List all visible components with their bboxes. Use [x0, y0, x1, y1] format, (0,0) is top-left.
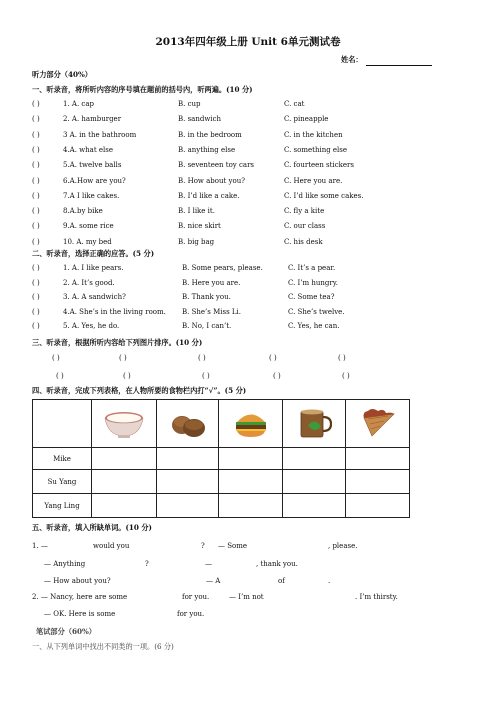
sec2-question-option-c: C. She’s twelve. [288, 307, 345, 316]
sec2-question-option-b: B. Some pears, please. [182, 264, 263, 272]
fill-line-4b: for you. [182, 593, 210, 601]
sec1-question-option-c: C. our class [284, 222, 326, 231]
sec1-question-option-b: B. big bag [178, 237, 215, 246]
answer-cell[interactable] [157, 494, 219, 518]
sec1-question-option-c: C. Here you are. [284, 176, 343, 185]
sec1-question-answer-bracket[interactable]: ( ) [32, 237, 40, 246]
rice-bowl-icon [102, 409, 146, 439]
sec1-question-option-b: B. in the bedroom [178, 130, 242, 139]
fill-line-1e: , please. [328, 542, 358, 550]
picture-order-bracket[interactable]: ( ) [202, 372, 210, 380]
answer-cell[interactable] [92, 448, 157, 470]
answer-cell[interactable] [92, 470, 157, 494]
picture-order-bracket[interactable]: ( ) [198, 354, 206, 362]
person-yang-ling: Yang Ling [33, 494, 92, 518]
section4-heading: 四、听录音，完成下列表格，在人物所要的食物栏内打“√”。(5 分) [32, 386, 247, 395]
sec1-question-option-a: 10. A. my bed [63, 237, 112, 246]
answer-cell[interactable] [346, 470, 410, 494]
picture-order-bracket[interactable]: ( ) [56, 372, 64, 380]
picture-order-bracket[interactable]: ( ) [342, 372, 350, 380]
sec2-question-answer-bracket[interactable]: ( ) [32, 278, 40, 287]
sec1-question-option-b: B. nice skirt [178, 222, 221, 231]
sec2-question-option-b: B. No, I can’t. [182, 322, 232, 331]
sec2-question-option-a: 2. A. It’s good. [63, 278, 115, 287]
sec2-question-answer-bracket[interactable]: ( ) [32, 293, 40, 302]
answer-cell[interactable] [346, 494, 410, 518]
sec1-question-option-a: 8.A.by bike [63, 207, 103, 216]
sec1-question-option-b: B. I’d like a cake. [178, 191, 240, 200]
answer-cell[interactable] [283, 494, 346, 518]
fill-line-2c: — [205, 560, 212, 568]
writing-section1-heading: 一、从下列单词中找出不同类的一项。(6 分) [32, 642, 174, 651]
sec1-question-answer-bracket[interactable]: ( ) [32, 191, 40, 200]
sec1-question-answer-bracket[interactable]: ( ) [32, 115, 40, 124]
sec2-question-option-a: 1. A. I like pears. [63, 264, 124, 272]
picture-order-bracket[interactable]: ( ) [273, 372, 281, 380]
fill-line-2b: ? [145, 560, 149, 568]
listening-label: 听力部分（40%） [32, 70, 92, 79]
sec1-question-option-a: 6.A.How are you? [63, 176, 126, 185]
sec2-question-option-c: C. I’m hungry. [288, 278, 339, 287]
sec1-question-option-c: C. fourteen stickers [284, 161, 354, 170]
sec1-question-option-b: B. seventeen toy cars [178, 161, 255, 170]
name-label: 姓名： [341, 55, 363, 64]
section2-heading: 二、听录音，选择正确的应答。(5 分) [32, 249, 155, 258]
sec2-question-answer-bracket[interactable]: ( ) [32, 307, 40, 316]
sec2-question-option-c: C. Yes, he can. [288, 322, 340, 331]
sec1-question-option-b: B. sandwich [178, 115, 222, 124]
sec1-question-option-c: C. his desk [284, 237, 323, 246]
sec1-question-answer-bracket[interactable]: ( ) [32, 100, 40, 108]
picture-order-bracket[interactable]: ( ) [269, 354, 277, 362]
picture-order-bracket[interactable]: ( ) [338, 354, 346, 362]
sec1-question-answer-bracket[interactable]: ( ) [32, 176, 40, 185]
answer-cell[interactable] [346, 448, 410, 470]
sec1-question-option-a: 5.A. twelve balls [63, 161, 122, 170]
answer-cell[interactable] [157, 470, 219, 494]
table-corner-cell [33, 400, 92, 448]
answer-cell[interactable] [92, 494, 157, 518]
sec1-question-option-c: C. something else [284, 145, 348, 154]
picture-order-bracket[interactable]: ( ) [52, 354, 60, 362]
tea-mug-icon [296, 407, 332, 441]
fill-line-2a: — Anything [44, 560, 86, 568]
sec1-question-answer-bracket[interactable]: ( ) [32, 161, 40, 170]
sec1-question-option-a: 1. A. cap [63, 100, 94, 108]
sec2-question-option-c: C. It’s a pear. [288, 264, 336, 272]
sec1-question-option-c: C. cat [284, 100, 305, 108]
sec1-question-option-b: B. cup [178, 100, 201, 108]
fill-line-4d: . I’m thirsty. [355, 593, 398, 601]
answer-cell[interactable] [219, 470, 283, 494]
section5-heading: 五、听录音，填入所缺单词。(10 分) [32, 523, 152, 532]
answer-cell[interactable] [157, 448, 219, 470]
writing-label: 笔试部分（60%） [36, 627, 96, 636]
fill-line-4a: 2. — Nancy, here are some [32, 593, 128, 601]
sec1-question-option-a: 4.A. what else [63, 145, 114, 154]
sec1-question-option-b: B. How about you? [178, 176, 245, 185]
answer-cell[interactable] [219, 494, 283, 518]
fill-line-3d: . [328, 577, 331, 585]
sec1-question-option-a: 9.A. some rice [63, 222, 114, 231]
fill-line-3c: of [278, 577, 285, 585]
food-cell-tea [283, 400, 346, 448]
fill-line-5a: — OK. Here is some [44, 610, 116, 618]
sec1-question-option-a: 7.A I like cakes. [63, 191, 120, 200]
sec2-question-option-a: 3. A. A sandwich? [63, 293, 126, 302]
picture-order-bracket[interactable]: ( ) [123, 372, 131, 380]
person-mike: Mike [33, 448, 92, 470]
sec1-question-answer-bracket[interactable]: ( ) [32, 145, 40, 154]
sec1-question-option-a: 3 A. in the bathroom [63, 130, 137, 139]
fill-line-2d: , thank you. [256, 560, 298, 568]
ice-cream-cone-icon [358, 408, 398, 440]
sec1-question-option-a: 2. A. hamburger [63, 115, 122, 124]
sec2-question-option-a: 4.A. She’s in the living room. [63, 307, 166, 316]
page-title: 2013年四年级上册 Unit 6单元测试卷 [155, 36, 341, 48]
name-field-line[interactable] [366, 64, 432, 66]
food-cell-rice [92, 400, 157, 448]
sec2-question-option-c: C. Some tea? [288, 293, 335, 302]
sec1-question-answer-bracket[interactable]: ( ) [32, 207, 40, 216]
fill-line-1d: — Some [218, 542, 248, 550]
answer-cell[interactable] [219, 448, 283, 470]
section1-heading: 一、听录音，将所听内容的序号填在题前的括号内，听两遍。(10 分) [32, 85, 253, 94]
sec1-question-option-b: B. I like it. [178, 207, 215, 216]
food-table [32, 399, 410, 518]
food-cell-ice-cream [346, 400, 410, 448]
picture-order-bracket[interactable]: ( ) [119, 354, 127, 362]
sec2-question-option-b: B. She’s Miss Li. [182, 307, 242, 316]
fill-line-5b: for you. [177, 610, 205, 618]
sec2-question-answer-bracket[interactable]: ( ) [32, 264, 40, 272]
sec1-question-answer-bracket[interactable]: ( ) [32, 222, 40, 231]
sec1-question-option-b: B. anything else [178, 145, 236, 154]
sec1-question-option-c: C. in the kitchen [284, 130, 343, 139]
sec1-question-option-c: C. pineapple [284, 115, 329, 124]
fill-line-1b: would you [93, 542, 130, 550]
fill-line-3b: — A [206, 577, 221, 585]
answer-cell[interactable] [283, 470, 346, 494]
sec1-question-option-c: C. fly a kite [284, 207, 325, 216]
sec2-question-option-b: B. Here you are. [182, 278, 241, 287]
section3-heading: 三、听录音，根据所听内容给下列图片排序。(10 分) [32, 338, 203, 347]
fill-line-1a: 1. — [32, 542, 48, 550]
fill-line-4c: — I’m not [229, 593, 264, 601]
hamburger-icon [233, 409, 269, 439]
sec1-question-answer-bracket[interactable]: ( ) [32, 130, 40, 139]
answer-cell[interactable] [283, 448, 346, 470]
sec2-question-option-b: B. Thank you. [182, 293, 231, 302]
sec2-question-answer-bracket[interactable]: ( ) [32, 322, 40, 331]
fill-line-1c: ? [201, 542, 205, 550]
sec1-question-option-c: C. I’d like some cakes. [284, 191, 364, 200]
food-cell-pies [157, 400, 219, 448]
sec2-question-option-a: 5. A. Yes, he do. [63, 322, 120, 331]
person-su-yang: Su Yang [33, 470, 92, 494]
fill-line-3a: — How about you? [44, 577, 111, 585]
food-cell-hamburger [219, 400, 283, 448]
pies-icon [168, 409, 208, 439]
